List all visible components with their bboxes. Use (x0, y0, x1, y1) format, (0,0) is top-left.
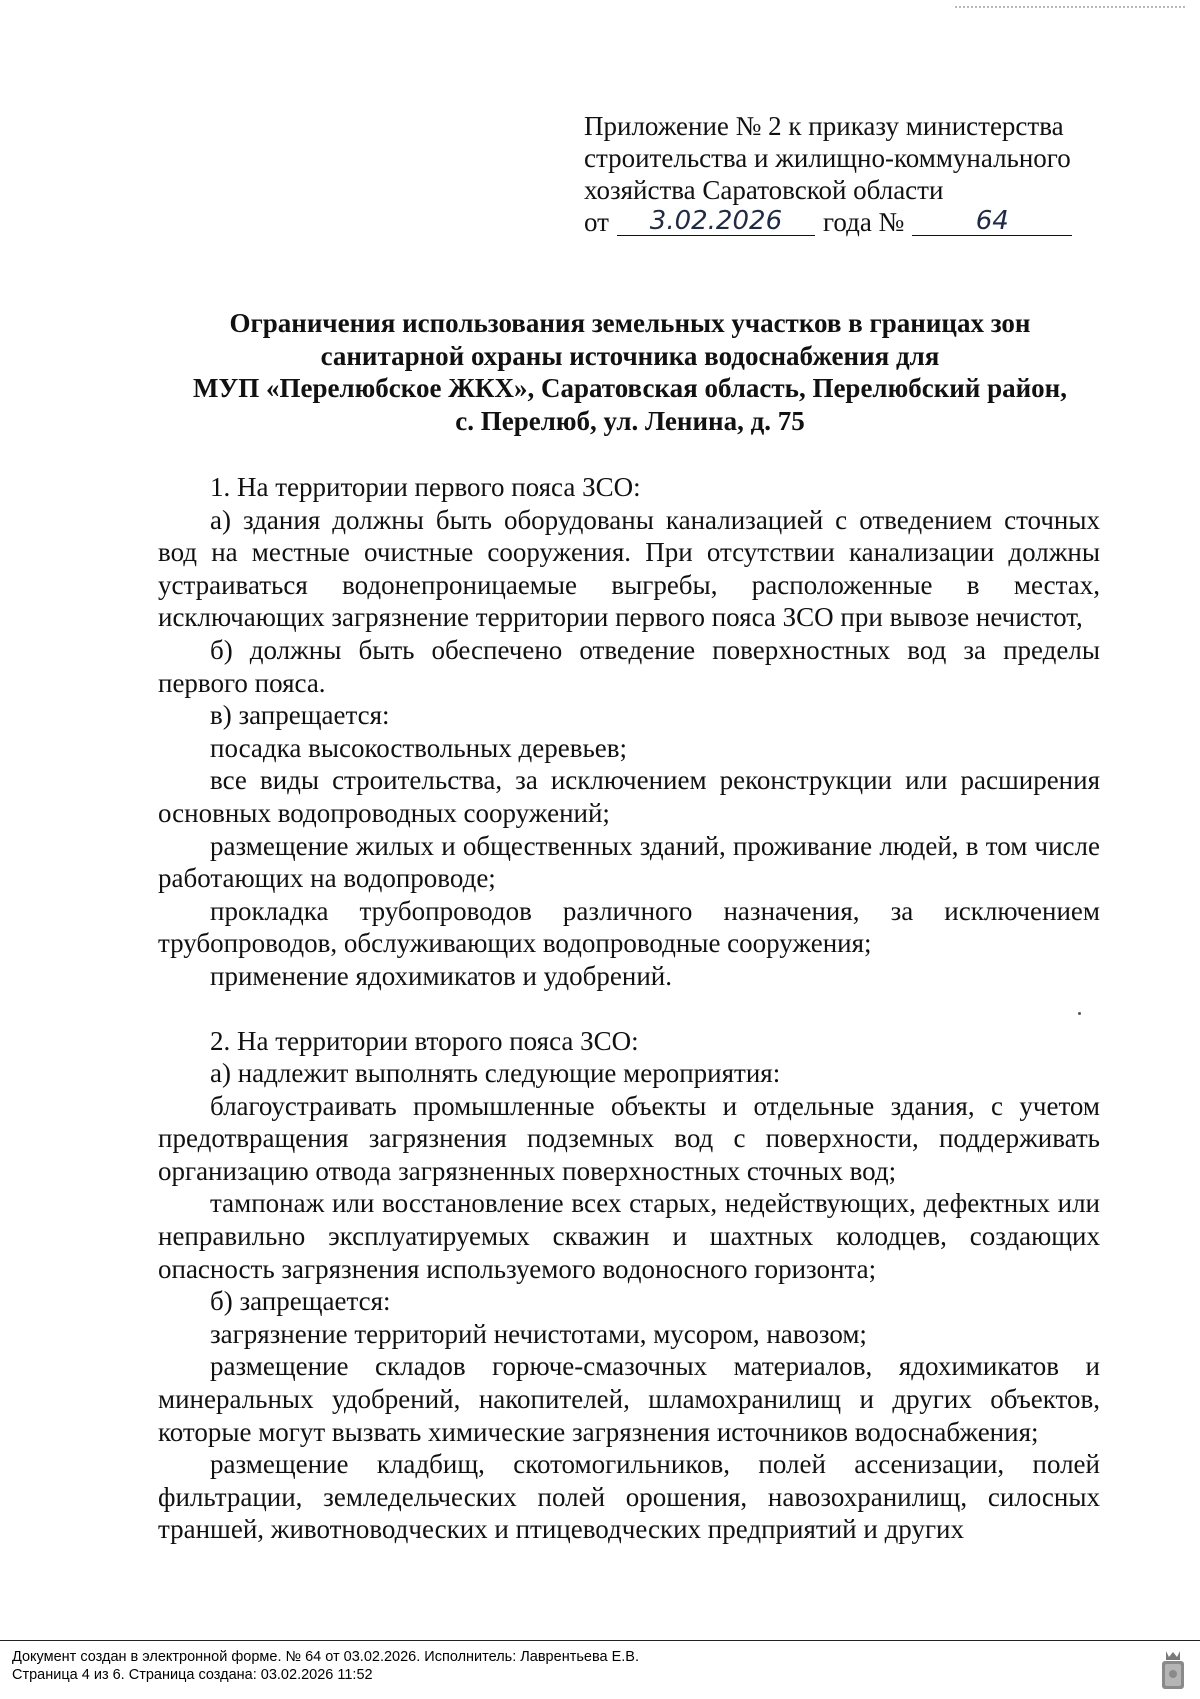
paragraph: размещение складов горюче-смазочных материалов, ядохимикатов и минеральных удобрений, накопителей, шламохранилищ и других объектов, которые могут вызвать химические загрязнения источников водоснабжения; (158, 1351, 1100, 1447)
paragraph: загрязнение территорий нечистотами, мусором, навозом; (210, 1318, 867, 1349)
handwritten-number: 64 (912, 207, 1072, 236)
scan-edge-marks (955, 6, 1185, 8)
title-line-1: Ограничения использования земельных участков в границах зон (229, 308, 1031, 338)
annex-date-line (584, 206, 1104, 238)
footer-bar (0, 1640, 1200, 1699)
paragraph: применение ядохимикатов и удобрений. (210, 960, 672, 991)
title-line-2: санитарной охраны источника водоснабжения для (320, 340, 940, 371)
section-2-heading: 2. На территории второго пояса ЗСО: (210, 1025, 639, 1056)
emblem-seal-icon (1160, 1647, 1186, 1691)
annex-line-2: строительства и жилищно-коммунального (584, 143, 1071, 173)
handwritten-date: 3.02.2026 (617, 207, 815, 236)
paragraph: посадка высокоствольных деревьев; (210, 732, 628, 763)
paragraph: б) должны быть обеспечено отведение поверхностных вод за пределы первого пояса. (158, 634, 1100, 698)
paragraph: благоустраивать промышленные объекты и отдельные здания, с учетом предотвращения загрязнения подземных вод с поверхности, поддерживать организацию отвода загрязненных поверхностных сточных вод; (158, 1090, 1100, 1186)
title-line-4: с. Перелюб, ул. Ленина, д. 75 (455, 405, 805, 436)
date-prefix: от (584, 207, 609, 237)
year-label: года № (822, 207, 905, 237)
scan-speck (1078, 1012, 1081, 1015)
footer-line-2: Страница 4 из 6. Страница создана: 03.02.2026 11:52 (12, 1666, 373, 1683)
paragraph: б) запрещается: (210, 1286, 391, 1317)
paragraph: а) здания должны быть оборудованы канализацией с отведением сточных вод на местные очистные сооружения. При отсутствии канализации должны устраиваться водонепроницаемые выгребы, расположенные в местах, исключающих загрязнение территории первого пояса ЗСО при вывозе нечистот, (158, 504, 1100, 633)
paragraph: размещение жилых и общественных зданий, проживание людей, в том числе работающих на водопроводе; (158, 830, 1100, 894)
annex-line-3: хозяйства Саратовской области (584, 175, 944, 205)
paragraph: тампонаж или восстановление всех старых, недействующих, дефектных или неправильно эксплуатируемых скважин и шахтных колодцев, создающих опасность загрязнения используемого водоносного горизонта; (158, 1188, 1100, 1284)
paragraph: все виды строительства, за исключением реконструкции или расширения основных водопроводных сооружений; (158, 765, 1100, 828)
paragraph: а) надлежит выполнять следующие мероприятия: (210, 1058, 781, 1089)
annex-line-1: Приложение № 2 к приказу министерства (584, 111, 1064, 141)
document-title (120, 307, 1140, 437)
footer-line-1: Документ создан в электронной форме. № 64 от 03.02.2026. Исполнитель: Лаврентьева Е.В. (12, 1649, 639, 1665)
document-body (158, 471, 1100, 1546)
section-1-heading: 1. На территории первого пояса ЗСО: (210, 472, 641, 502)
paragraph: прокладка трубопроводов различного назначения, за исключением трубопроводов, обслуживающих водопроводные сооружения; (158, 895, 1100, 959)
title-line-3: МУП «Перелюбское ЖКХ», Саратовская область, Перелюбский район, (192, 373, 1067, 403)
annex-header (584, 110, 1104, 238)
paragraph: в) запрещается: (210, 700, 390, 731)
paragraph: размещение кладбищ, скотомогильников, полей ассенизации, полей фильтрации, земледельческих полей орошения, навозохранилищ, силосных траншей, животноводческих и птицеводческих предприятий и других (158, 1449, 1100, 1545)
footer-text (12, 1649, 639, 1684)
